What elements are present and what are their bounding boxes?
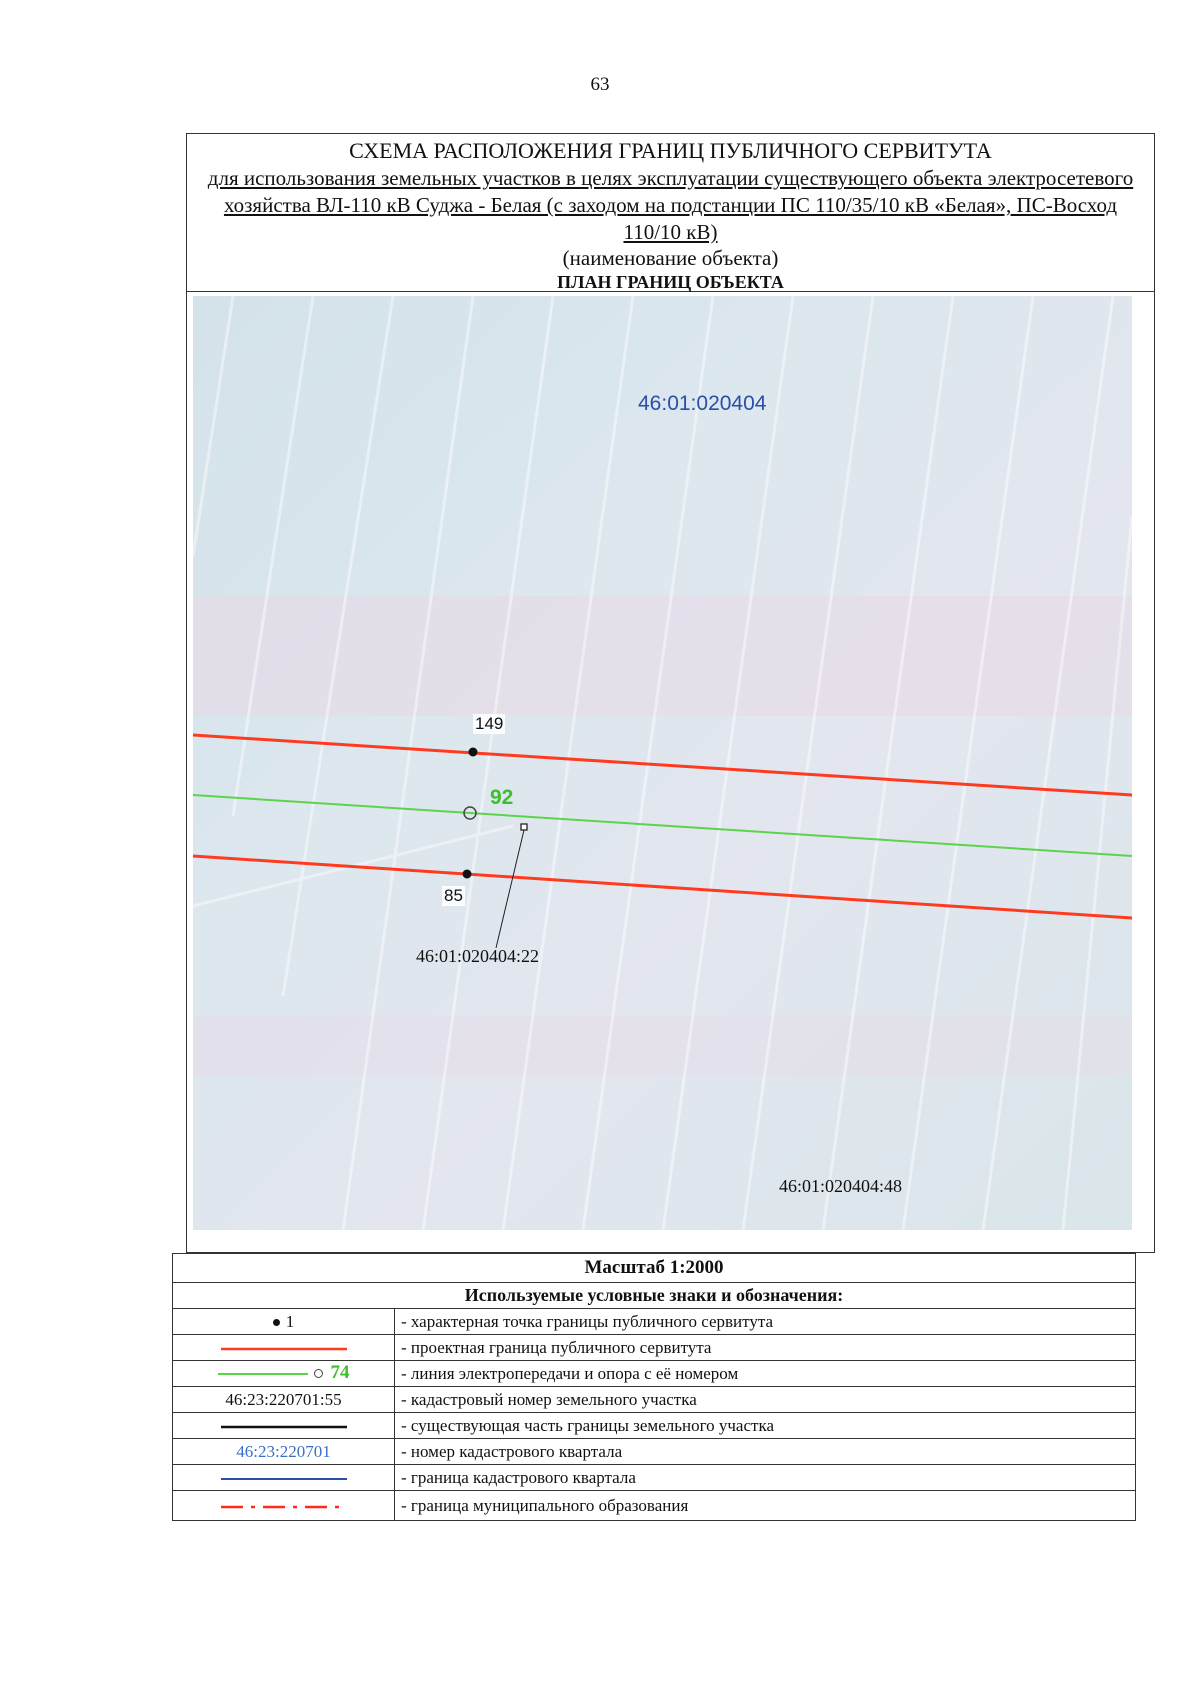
legend-description: - существующая часть границы земельного участка (395, 1413, 1136, 1439)
legend-symbol-text: 1 (285, 1311, 295, 1331)
scheme-subtitle: для использования земельных участков в целях эксплуатации существующего объекта электросетевого хозяйства ВЛ-110 кВ Суджа - Белая (с заходом на подстанции ПС 110/35/10 кВ «Белая», ПС-Восход 110/10 кВ) (207, 166, 1134, 244)
pole-icon (314, 1369, 323, 1378)
boundary-point-149 (469, 748, 478, 757)
orthophoto-background (193, 296, 1132, 1230)
legend-symbol-text: 46:23:220701:55 (173, 1387, 395, 1413)
parcel-number-label: 46:01:020404:48 (779, 1176, 903, 1196)
scheme-header (187, 134, 1154, 292)
scheme-frame (186, 133, 1155, 1253)
legend-description: - кадастровый номер земельного участка (395, 1387, 1136, 1413)
photo-tint-band (193, 1016, 1132, 1076)
legend-description: - граница кадастрового квартала (395, 1465, 1136, 1491)
legend-row (173, 1361, 1136, 1387)
legend-row (173, 1335, 1136, 1361)
scale-row (173, 1254, 1136, 1283)
red-line-icon (221, 1346, 347, 1352)
object-caption: (наименование объекта) (562, 246, 779, 270)
parcel-number-label: 46:01:020404:22 (416, 946, 540, 966)
legend-description: - номер кадастрового квартала (395, 1439, 1136, 1465)
legend-row (173, 1413, 1136, 1439)
dash-dot-line-icon (221, 1504, 347, 1510)
legend-row (173, 1465, 1136, 1491)
black-line-icon (221, 1424, 347, 1430)
legend-description: - граница муниципального образования (395, 1491, 1136, 1521)
page-number: 63 (590, 74, 610, 95)
boundary-point-icon (273, 1319, 280, 1326)
legend-pole-number: 74 (330, 1362, 350, 1384)
legend-description: - проектная граница публичного сервитута (395, 1335, 1136, 1361)
green-line-icon (218, 1371, 308, 1377)
blue-line-icon (221, 1476, 347, 1482)
legend-row (173, 1439, 1136, 1465)
legend-description: - линия электропередачи и опора с её номером (395, 1361, 1136, 1387)
legend-heading: Используемые условные знаки и обозначения: (173, 1283, 1136, 1309)
parcel-marker (521, 824, 527, 830)
scale-text: Масштаб 1:2000 (173, 1254, 1136, 1283)
point-label-149: 149 (475, 714, 504, 733)
map-canvas (193, 296, 1132, 1230)
scheme-title: СХЕМА РАСПОЛОЖЕНИЯ ГРАНИЦ ПУБЛИЧНОГО СЕРВИТУТА (349, 138, 992, 163)
legend-row (173, 1387, 1136, 1413)
cadastral-quarter-label: 46:01:020404 (638, 392, 767, 415)
legend-symbol-text: 46:23:220701 (173, 1439, 395, 1465)
legend-heading-row (173, 1283, 1136, 1309)
legend-description: - характерная точка границы публичного сервитута (395, 1309, 1136, 1335)
legend-row (173, 1309, 1136, 1335)
point-label-85: 85 (444, 886, 463, 905)
map-area (193, 296, 1132, 1230)
plan-title: ПЛАН ГРАНИЦ ОБЪЕКТА (557, 272, 784, 292)
boundary-point-85 (463, 870, 472, 879)
legend-table (172, 1253, 1136, 1521)
legend-row (173, 1491, 1136, 1521)
pole-number-label: 92 (490, 786, 514, 809)
